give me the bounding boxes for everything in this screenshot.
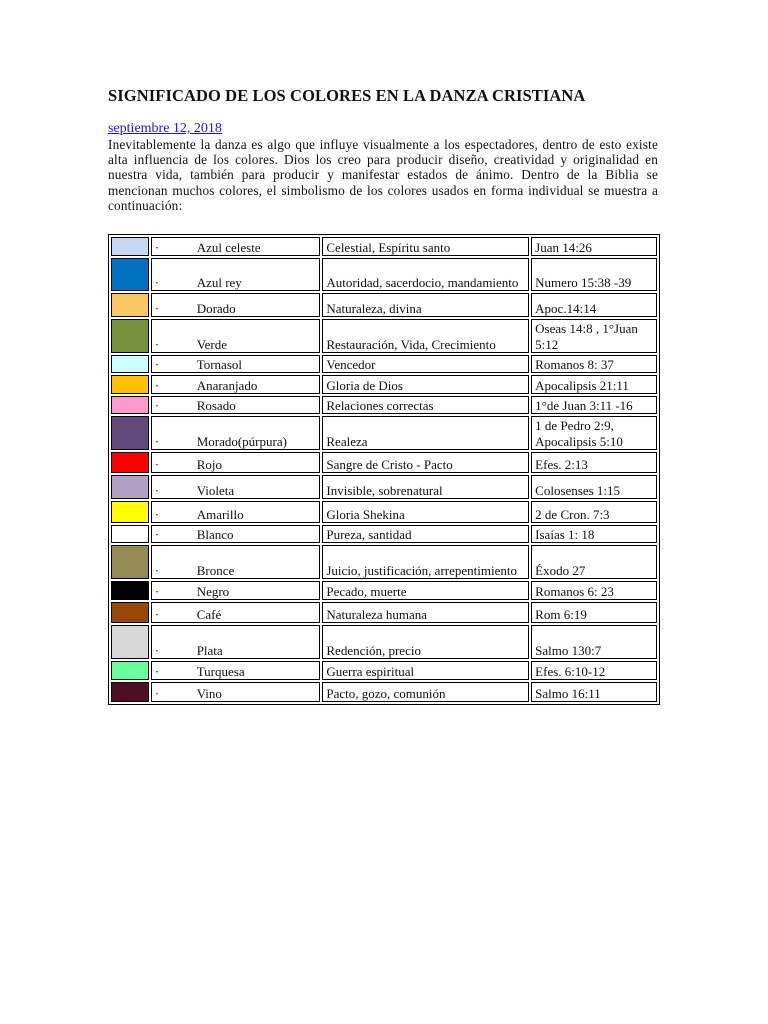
color-name: Violeta: [196, 482, 235, 498]
color-swatch: [111, 581, 149, 600]
color-swatch: [111, 293, 149, 317]
color-name: Dorado: [196, 300, 236, 316]
color-name: Rojo: [196, 456, 222, 472]
color-name: Blanco: [196, 526, 234, 542]
bible-reference: Rom 6:19: [531, 602, 657, 623]
color-swatch: [111, 545, 149, 579]
bible-reference: Oseas 14:8 , 1°Juan 5:12: [531, 319, 657, 353]
color-swatch: [111, 258, 149, 291]
color-name: Plata: [196, 642, 223, 658]
color-swatch: [111, 661, 149, 680]
color-name: Vino: [196, 685, 222, 701]
table-row: [111, 396, 657, 414]
color-meaning: Naturaleza, divina: [322, 293, 529, 317]
color-swatch: [111, 375, 149, 394]
color-swatch: [111, 682, 149, 702]
color-swatch: [111, 475, 149, 499]
date-link[interactable]: septiembre 12, 2018: [108, 121, 222, 136]
bible-reference: Apoc.14:14: [531, 293, 657, 317]
color-swatch: [111, 319, 149, 353]
bullet-mark: ·: [154, 583, 160, 599]
color-name-cell: [151, 525, 321, 543]
color-name-cell: [151, 682, 321, 702]
color-meaning: Pureza, santidad: [322, 525, 529, 543]
color-meaning: Sangre de Cristo - Pacto: [322, 452, 529, 473]
color-meaning: Celestial, Espíritu santo: [322, 237, 529, 256]
bullet-mark: ·: [154, 397, 160, 413]
bible-reference: Salmo 16:11: [531, 682, 657, 702]
table-row: [111, 416, 657, 450]
bullet-mark: ·: [154, 663, 160, 679]
color-meaning: Gloria de Dios: [322, 375, 529, 394]
bullet-mark: ·: [154, 685, 160, 701]
color-name: Morado(púrpura): [196, 433, 287, 449]
color-name-cell: [151, 293, 321, 317]
color-name-cell: [151, 501, 321, 523]
color-name-cell: [151, 355, 321, 373]
color-name-cell: [151, 416, 321, 450]
table-row: [111, 319, 657, 353]
color-name: Verde: [196, 336, 228, 352]
bible-reference: Romanos 6: 23: [531, 581, 657, 600]
bullet-mark: ·: [154, 526, 160, 542]
color-meaning: Restauración, Vida, Crecimiento: [322, 319, 529, 353]
intro-paragraph: Inevitablemente la danza es algo que influye visualmente a los espectadores, dentro de esto existe alta influencia de los colores. Dios los creo para producir diseño, creatividad y originalidad en nuestra vida, también para producir y manifestar estados de ánimo. Dentro de la Biblia se mencionan muchos colores, el simbolismo de los colores usados en forma individual se muestra a continuación:: [108, 137, 658, 213]
color-name-cell: [151, 237, 321, 256]
bullet-mark: ·: [154, 456, 160, 472]
table-row: [111, 682, 657, 702]
color-name-cell: [151, 475, 321, 499]
table-row: [111, 293, 657, 317]
bible-reference: 1°de Juan 3:11 -16: [531, 396, 657, 414]
bible-reference: Apocalipsis 21:11: [531, 375, 657, 394]
color-meaning: Guerra espiritual: [322, 661, 529, 680]
colors-table-body: [111, 237, 657, 702]
bullet-mark: ·: [154, 300, 160, 316]
color-name-cell: [151, 452, 321, 473]
color-meaning: Vencedor: [322, 355, 529, 373]
bible-reference: Romanos 8: 37: [531, 355, 657, 373]
color-meaning: Naturaleza humana: [322, 602, 529, 623]
color-name: Rosado: [196, 397, 236, 413]
color-meaning: Realeza: [322, 416, 529, 450]
bullet-mark: ·: [154, 642, 160, 658]
bullet-mark: ·: [154, 336, 160, 352]
color-meaning: Autoridad, sacerdocio, mandamiento: [322, 258, 529, 291]
color-name-cell: [151, 625, 321, 659]
color-meaning: Pecado, muerte: [322, 581, 529, 600]
color-name-cell: [151, 396, 321, 414]
table-row: [111, 545, 657, 579]
table-row: [111, 375, 657, 394]
color-swatch: [111, 396, 149, 414]
table-row: [111, 581, 657, 600]
color-name: Azul rey: [196, 274, 242, 290]
bullet-mark: ·: [154, 239, 160, 255]
color-name-cell: [151, 602, 321, 623]
color-swatch: [111, 602, 149, 623]
colors-table: [108, 234, 660, 705]
table-row: [111, 525, 657, 543]
bible-reference: Éxodo 27: [531, 545, 657, 579]
bible-reference: Juan 14:26: [531, 237, 657, 256]
color-swatch: [111, 501, 149, 523]
color-name-cell: [151, 661, 321, 680]
bible-reference: Salmo 130:7: [531, 625, 657, 659]
color-swatch: [111, 237, 149, 256]
color-meaning: Juicio, justificación, arrepentimiento: [322, 545, 529, 579]
bible-reference: Isaías 1: 18: [531, 525, 657, 543]
color-name-cell: [151, 581, 321, 600]
color-name-cell: [151, 319, 321, 353]
table-row: [111, 501, 657, 523]
bible-reference: Efes. 6:10-12: [531, 661, 657, 680]
color-name-cell: [151, 375, 321, 394]
table-row: [111, 355, 657, 373]
color-swatch: [111, 525, 149, 543]
bullet-mark: ·: [154, 433, 160, 449]
bullet-mark: ·: [154, 482, 160, 498]
color-name: Amarillo: [196, 506, 244, 522]
color-meaning: Pacto, gozo, comunión: [322, 682, 529, 702]
table-row: [111, 452, 657, 473]
document-title: SIGNIFICADO DE LOS COLORES EN LA DANZA CRISTIANA: [108, 86, 586, 105]
table-row: [111, 237, 657, 256]
color-name: Bronce: [196, 562, 235, 578]
color-swatch: [111, 355, 149, 373]
color-meaning: Redención, precio: [322, 625, 529, 659]
bullet-mark: ·: [154, 274, 160, 290]
color-name-cell: [151, 258, 321, 291]
color-swatch: [111, 416, 149, 450]
color-name: Turquesa: [196, 663, 245, 679]
color-name: Negro: [196, 583, 230, 599]
bible-reference: Numero 15:38 -39: [531, 258, 657, 291]
table-row: [111, 602, 657, 623]
table-row: [111, 661, 657, 680]
color-name: Tornasol: [196, 356, 242, 372]
bullet-mark: ·: [154, 562, 160, 578]
bullet-mark: ·: [154, 606, 160, 622]
color-swatch: [111, 625, 149, 659]
color-name: Anaranjado: [196, 377, 258, 393]
color-name-cell: [151, 545, 321, 579]
table-row: [111, 258, 657, 291]
color-meaning: Gloria Shekina: [322, 501, 529, 523]
bible-reference: 2 de Cron. 7:3: [531, 501, 657, 523]
bible-reference: Efes. 2:13: [531, 452, 657, 473]
bullet-mark: ·: [154, 377, 160, 393]
table-row: [111, 475, 657, 499]
bullet-mark: ·: [154, 356, 160, 372]
color-swatch: [111, 452, 149, 473]
table-row: [111, 625, 657, 659]
color-meaning: Relaciones correctas: [322, 396, 529, 414]
color-name: Azul celeste: [196, 239, 261, 255]
color-name: Café: [196, 606, 222, 622]
color-meaning: Invisible, sobrenatural: [322, 475, 529, 499]
bullet-mark: ·: [154, 506, 160, 522]
bible-reference: Colosenses 1:15: [531, 475, 657, 499]
bible-reference: 1 de Pedro 2:9, Apocalipsis 5:10: [531, 416, 657, 450]
